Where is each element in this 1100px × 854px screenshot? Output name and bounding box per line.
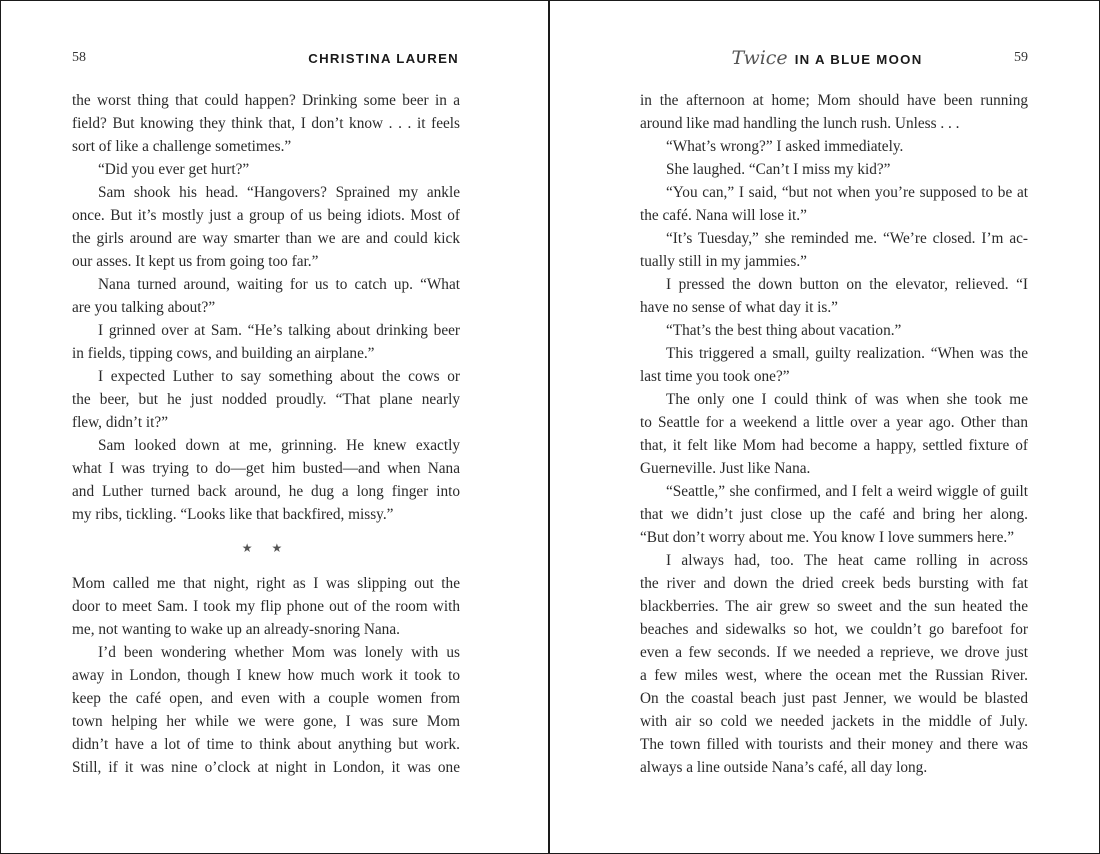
- left-page-header: [72, 47, 459, 69]
- text-line: in fields, tipping cows, and building an airplane.”: [72, 345, 375, 362]
- text-line: I grinned over at Sam. “He’s talking about drinking beer: [98, 322, 460, 339]
- text-line: always a line outside Nana’s café, all day long.: [640, 759, 928, 776]
- text-line: away in London, though I knew how much work it took to: [72, 667, 460, 684]
- text-line: She laughed. “Can’t I miss my kid?”: [666, 161, 891, 178]
- text-line: tually still in my jammies.”: [640, 253, 807, 270]
- text-line: door to meet Sam. I took my flip phone out of the room with: [72, 598, 460, 615]
- text-line: Nana turned around, waiting for us to catch up. “What: [98, 276, 460, 293]
- right-page-header: [640, 47, 1028, 69]
- text-line: “It’s Tuesday,” she reminded me. “We’re closed. I’m ac-: [666, 230, 1028, 247]
- left-page-body: [72, 89, 460, 779]
- text-line: The town filled with tourists and their money and there was: [640, 736, 1028, 753]
- text-line: me, not wanting to wake up an already-snoring Nana.: [72, 621, 400, 638]
- text-line: I always had, too. The heat came rolling in across: [666, 552, 1028, 569]
- text-line: with air so cold we needed jackets in the middle of July.: [640, 713, 1028, 730]
- running-head-title: [640, 47, 1014, 69]
- text-line: a few miles west, where the ocean met the Russian River.: [640, 667, 1028, 684]
- text-line: This triggered a small, guilty realization. “When was the: [666, 345, 1028, 362]
- right-page: [550, 1, 1099, 853]
- text-line: once. But it’s mostly just a group of us being idiots. Most of: [72, 207, 460, 224]
- text-line: blackberries. The air grew so sweet and the sun heated the: [640, 598, 1028, 615]
- text-line: the river and down the dried creek beds bursting with fat: [640, 575, 1028, 592]
- text-line: sort of like a challenge sometimes.”: [72, 138, 292, 155]
- running-head-author: CHRISTINA LAUREN: [308, 50, 459, 66]
- text-line: the beer, but he just nodded proudly. “That plane nearly: [72, 391, 460, 408]
- text-line: Guerneville. Just like Nana.: [640, 460, 811, 477]
- text-line: Sam shook his head. “Hangovers? Sprained my ankle: [98, 184, 460, 201]
- page-number: 58: [72, 50, 86, 65]
- text-line: flew, didn’t it?”: [72, 414, 169, 431]
- text-line: that we didn’t just close up the café and bring her along.: [640, 506, 1028, 523]
- text-line: Still, if it was nine o’clock at night in London, it was one: [72, 759, 460, 776]
- text-line: to Seattle for a weekend a little over a year ago. Other than: [640, 414, 1028, 431]
- running-head-title-text: IN A BLUE MOON: [794, 52, 923, 67]
- text-line: On the coastal beach just past Jenner, we would be blasted: [640, 690, 1028, 707]
- left-page: [1, 1, 550, 853]
- text-line: my ribs, tickling. “Looks like that backfired, missy.”: [72, 506, 394, 523]
- text-line: I’d been wondering whether Mom was lonely with us: [98, 644, 460, 661]
- text-line: in the afternoon at home; Mom should have been running: [640, 92, 1028, 109]
- text-line: I pressed the down button on the elevator, relieved. “I: [666, 276, 1028, 293]
- text-line: The only one I could think of was when she took me: [666, 391, 1028, 408]
- text-line: didn’t have a lot of time to think about anything but work.: [72, 736, 460, 753]
- text-line: “But don’t worry about me. You know I love summers here.”: [640, 529, 1015, 546]
- text-line: our asses. It kept us from going too far.”: [72, 253, 319, 270]
- text-line: Mom called me that night, right as I was slipping out the: [72, 575, 460, 592]
- text-line: Sam looked down at me, grinning. He knew exactly: [98, 437, 460, 454]
- text-line: are you talking about?”: [72, 299, 216, 316]
- text-line: the girls around are way smarter than we are and could kick: [72, 230, 460, 247]
- text-line: that, it felt like Mom had become a happy, settled fixture of: [640, 437, 1028, 454]
- text-line: last time you took one?”: [640, 368, 790, 385]
- right-page-body: [640, 89, 1028, 779]
- text-line: the café. Nana will lose it.”: [640, 207, 807, 224]
- text-line: “What’s wrong?” I asked immediately.: [666, 138, 904, 155]
- running-head-script-word: Twice: [731, 47, 788, 69]
- text-line: around like mad handling the lunch rush. Unless . . .: [640, 115, 960, 132]
- text-line: “You can,” I said, “but not when you’re supposed to be at: [666, 184, 1028, 201]
- text-line: the worst thing that could happen? Drinking some beer in a: [72, 92, 460, 109]
- text-line: and Luther turned back around, he dug a long finger into: [72, 483, 460, 500]
- text-line: beaches and sidewalks so hot, we couldn’t go barefoot for: [640, 621, 1028, 638]
- text-line: what I was trying to do—get him busted—and when Nana: [72, 460, 460, 477]
- text-line: keep the café open, and even with a couple women from: [72, 690, 460, 707]
- text-line: I expected Luther to say something about the cows or: [98, 368, 460, 385]
- text-line: “Did you ever get hurt?”: [98, 161, 250, 178]
- text-line: even a few seconds. If we needed a reprieve, we drove just: [640, 644, 1028, 661]
- text-line: field? But knowing they think that, I don’t know . . . it feels: [72, 115, 460, 132]
- text-line: “That’s the best thing about vacation.”: [666, 322, 902, 339]
- scene-break: ★ ★: [241, 541, 291, 555]
- text-line: “Seattle,” she confirmed, and I felt a weird wiggle of guilt: [666, 483, 1028, 500]
- text-line: town helping her while we were gone, I was sure Mom: [72, 713, 460, 730]
- page-number: 59: [1014, 50, 1028, 65]
- text-line: have no sense of what day it is.”: [640, 299, 838, 316]
